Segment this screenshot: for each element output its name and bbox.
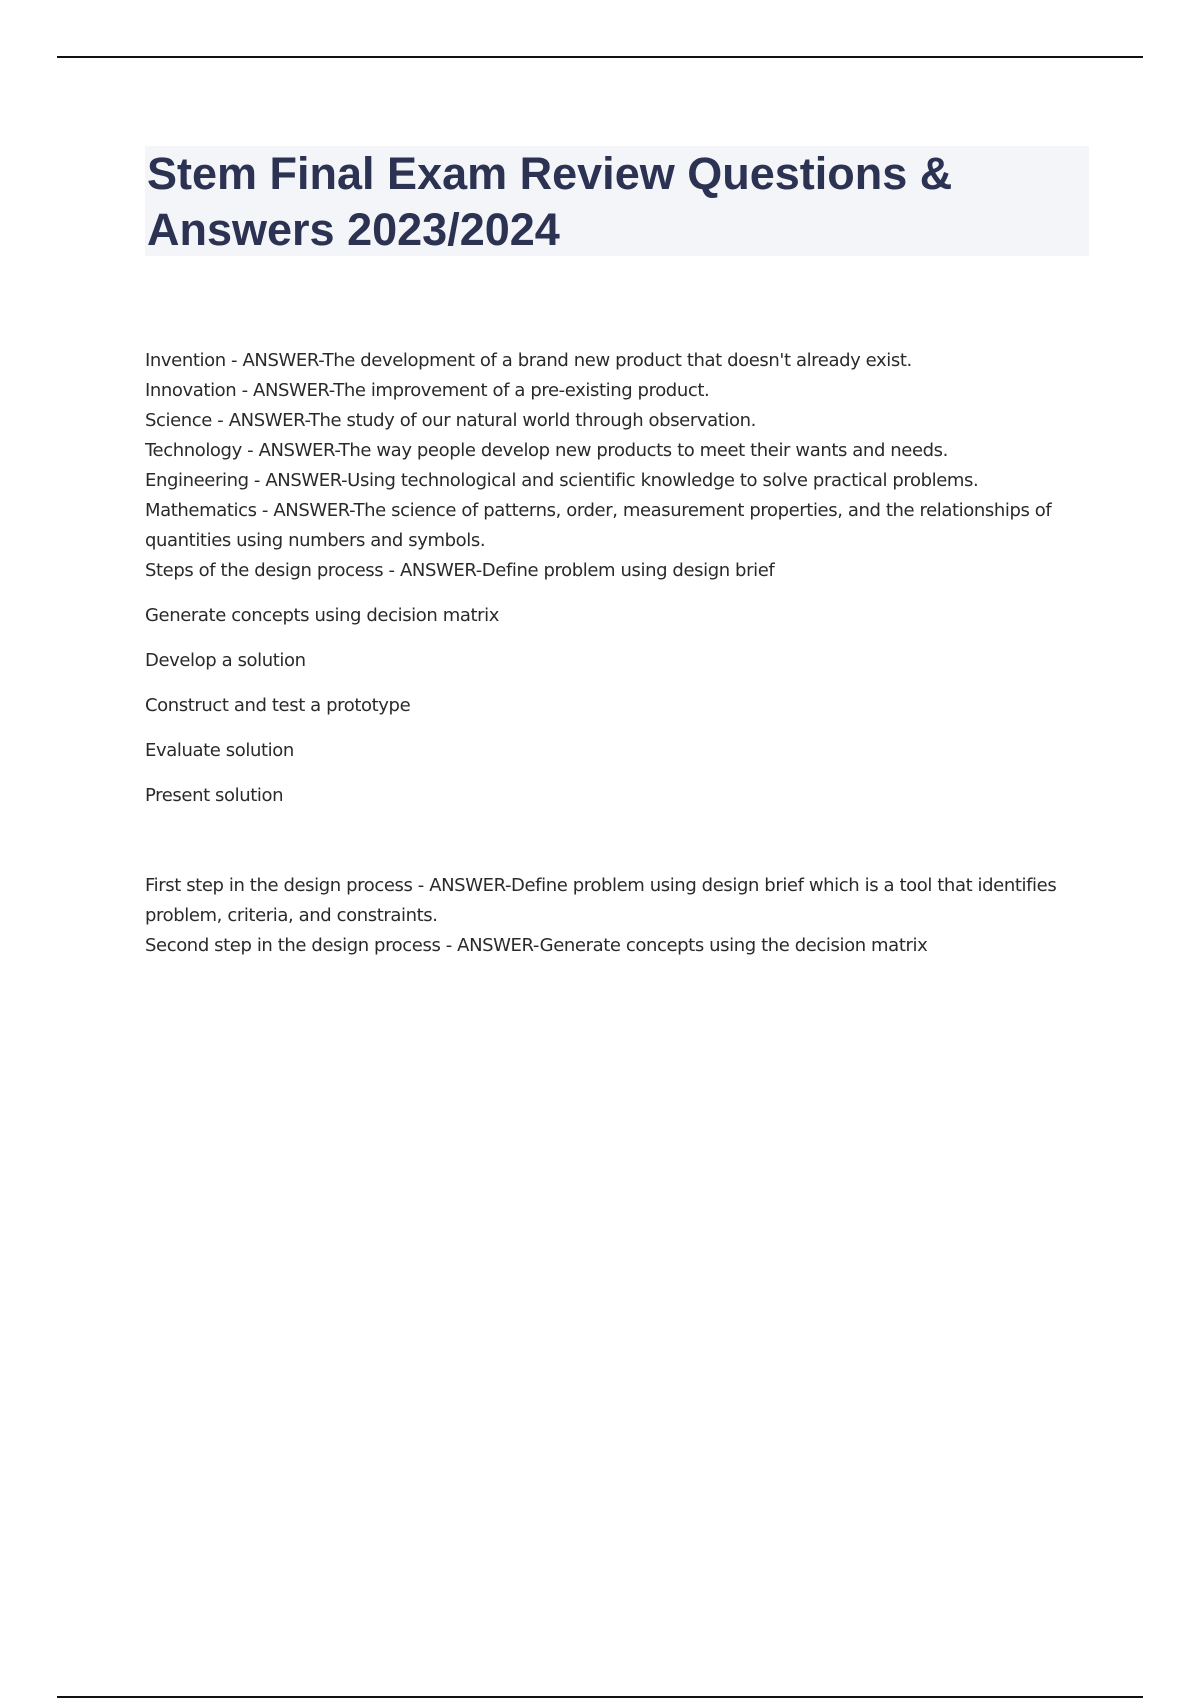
bottom-rule (57, 1696, 1143, 1698)
qa-entry-innovation: Innovation - ANSWER-The improvement of a pre-existing product. (145, 380, 710, 401)
qa-entry-mathematics: Mathematics - ANSWER-The science of patterns, order, measurement properties, and the relationships of quantities using numbers and symbols. (145, 500, 1052, 551)
design-step-line: Generate concepts using decision matrix (145, 605, 499, 626)
document-body (145, 346, 1085, 961)
qa-entry-technology: Technology - ANSWER-The way people develop new products to meet their wants and needs. (145, 440, 948, 461)
qa-entry-invention: Invention - ANSWER-The development of a brand new product that doesn't already exist. (145, 350, 912, 371)
document-title: Stem Final Exam Review Questions & Answers 2023/2024 (147, 148, 953, 255)
qa-entry-engineering: Engineering - ANSWER-Using technological and scientific knowledge to solve practical problems. (145, 470, 979, 491)
design-step-line: Present solution (145, 785, 284, 806)
design-step-line: Construct and test a prototype (145, 695, 411, 716)
design-step-line: Evaluate solution (145, 740, 294, 761)
design-step-line: Develop a solution (145, 650, 306, 671)
qa-entry-first-step: First step in the design process - ANSWER-Define problem using design brief which is a tool that identifies problem, criteria, and constraints. (145, 875, 1057, 926)
qa-entry-second-step: Second step in the design process - ANSWER-Generate concepts using the decision matrix (145, 935, 928, 956)
qa-entry-science: Science - ANSWER-The study of our natural world through observation. (145, 410, 756, 431)
title-block (145, 146, 1089, 256)
qa-entry-design-steps (145, 556, 1085, 811)
design-step-line: Steps of the design process - ANSWER-Define problem using design brief (145, 560, 775, 581)
top-rule (57, 56, 1143, 58)
